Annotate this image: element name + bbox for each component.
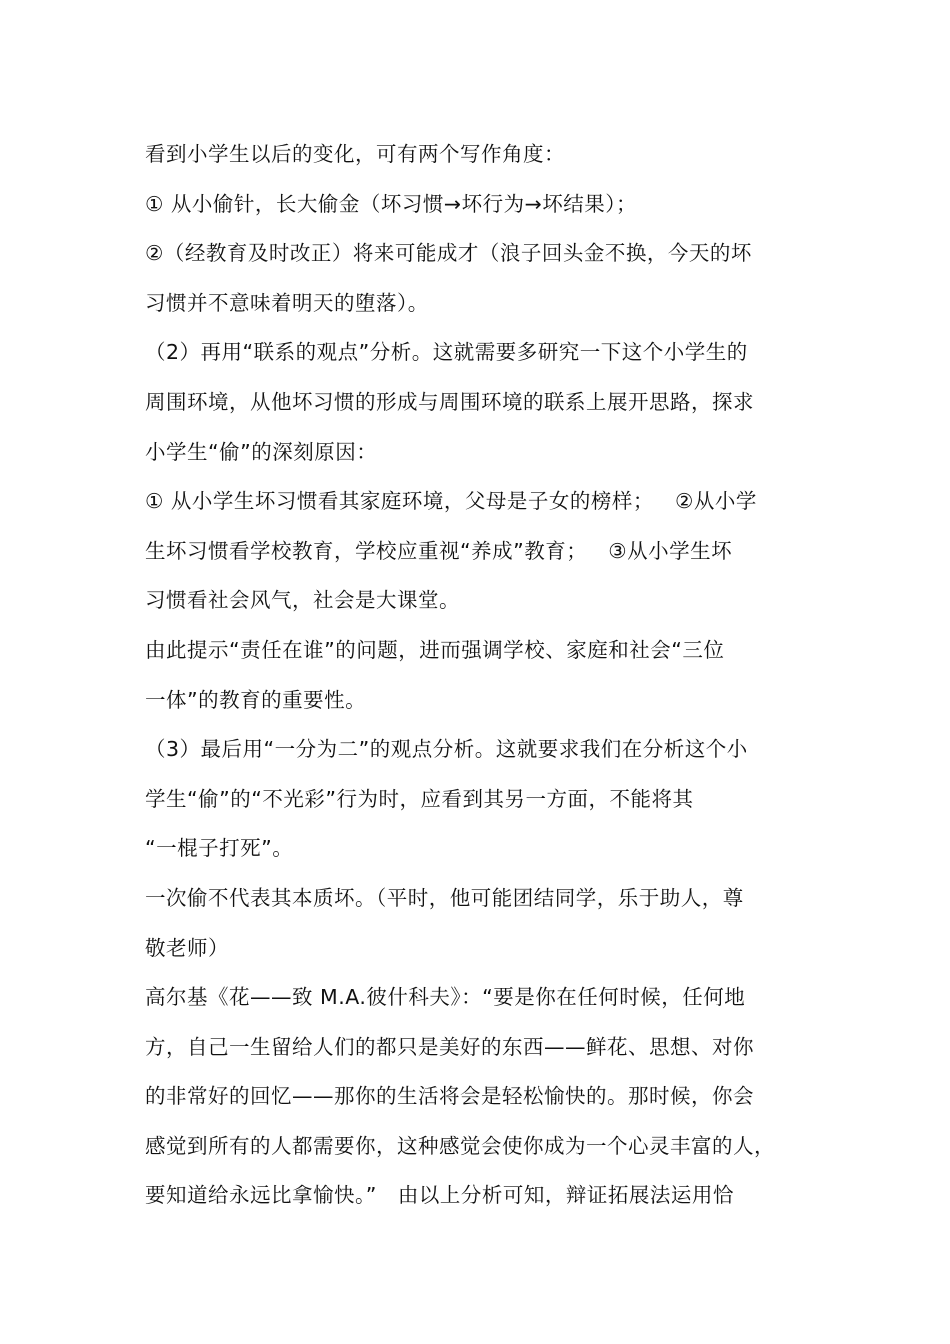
text-line: ②（经教育及时改正）将来可能成才（浪子回头金不换，今天的坏 [145, 241, 752, 266]
text-line: 习惯看社会风气，社会是大课堂。 [145, 588, 460, 613]
text-line: 生坏习惯看学校教育，学校应重视“养成”教育； ③从小学生坏 [145, 538, 733, 563]
text-line: 学生“偷”的“不光彩”行为时，应看到其另一方面，不能将其 [145, 786, 694, 811]
text-line: 看到小学生以后的变化，可有两个写作角度： [145, 142, 565, 166]
text-line: 一体”的教育的重要性。 [145, 687, 367, 712]
text-line: 习惯并不意味着明天的堕落）。 [145, 290, 429, 315]
text-line: 的非常好的回忆——那你的生活将会是轻松愉快的。那时候，你会 [145, 1084, 754, 1109]
text-line: 感觉到所有的人都需要你，这种感觉会使你成为一个心灵丰富的人， [145, 1133, 775, 1158]
text-line: 方，自己一生留给人们的都只是美好的东西——鲜花、思想、对你 [145, 1034, 754, 1059]
body-text [145, 130, 835, 1221]
text-line: ① 从小偷针，长大偷金（坏习惯→坏行为→坏结果）； [145, 191, 637, 216]
text-line: 小学生“偷”的深刻原因： [145, 439, 378, 464]
text-line: 要知道给永远比拿愉快。” 由以上分析可知，辩证拓展法运用恰 [145, 1183, 734, 1208]
text-line: 高尔基《花——致 M.A.彼什科夫》：“要是你在任何时候，任何地 [145, 985, 746, 1010]
text-line: 一次偷不代表其本质坏。（平时，他可能团结同学，乐于助人，尊 [145, 885, 744, 910]
text-line: 由此提示“责任在谁”的问题，进而强调学校、家庭和社会“三位 [145, 637, 725, 662]
text-line: （3）最后用“一分为二”的观点分析。这就要求我们在分析这个小 [145, 737, 748, 762]
text-line: （2）再用“联系的观点”分析。这就需要多研究一下这个小学生的 [145, 340, 748, 365]
text-line: 周围环境，从他坏习惯的形成与周围环境的联系上展开思路，探求 [145, 389, 754, 414]
text-line: 敬老师） [145, 935, 229, 960]
text-line: “一棍子打死”。 [145, 836, 294, 861]
text-line: ① 从小学生坏习惯看其家庭环境，父母是子女的榜样； ②从小学 [145, 489, 757, 514]
